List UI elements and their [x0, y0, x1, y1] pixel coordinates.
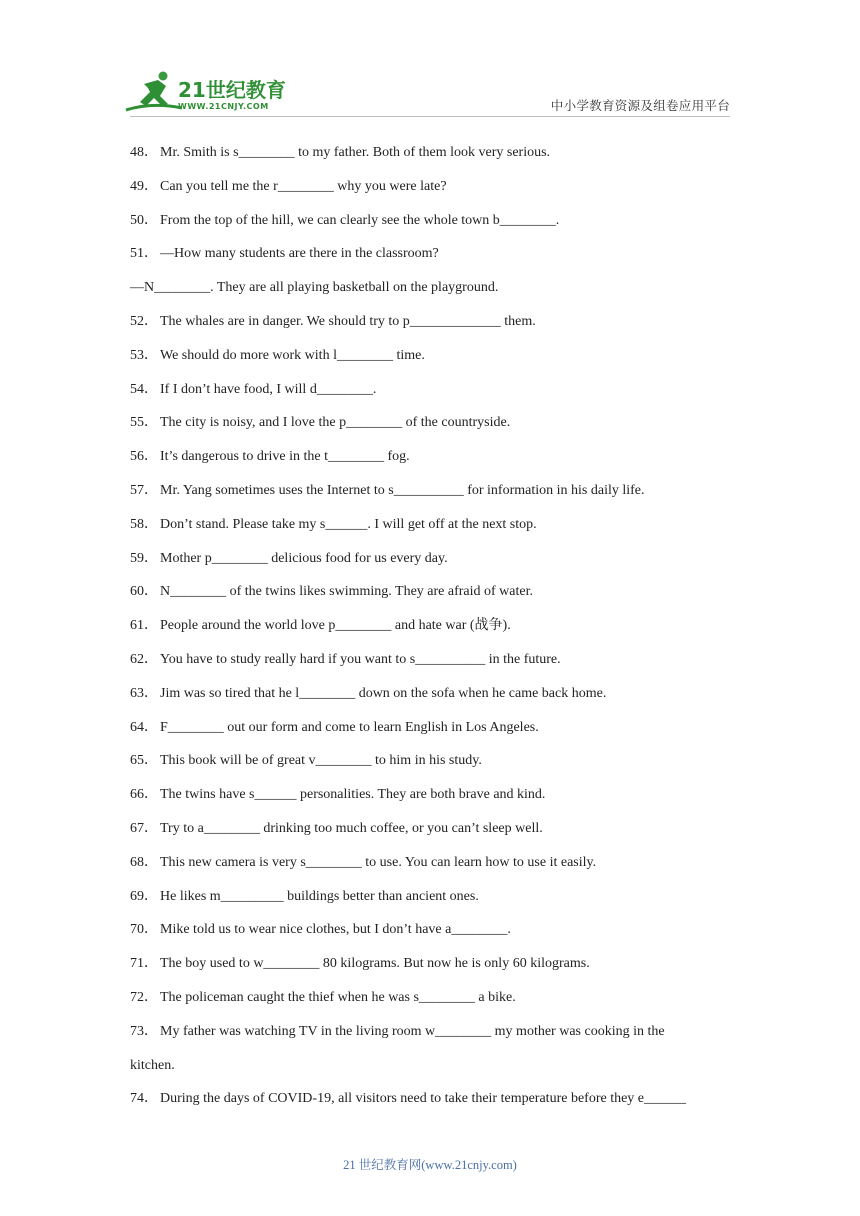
question-number: 66．	[130, 787, 158, 803]
question-text: The boy used to w________ 80 kilograms. But now he is only 60 kilograms.	[160, 956, 590, 972]
question-text: My father was watching TV in the living room w________ my mother was cooking in the	[160, 1023, 665, 1039]
question-item	[130, 170, 740, 204]
question-number: 63．	[130, 685, 158, 701]
question-text: The policeman caught the thief when he was s________ a bike.	[160, 989, 516, 1005]
question-text: Mr. Smith is s________ to my father. Both of them look very serious.	[160, 145, 551, 160]
question-number: 62．	[130, 651, 158, 667]
question-text: It’s dangerous to drive in the t________ fog.	[160, 449, 410, 465]
question-item	[130, 237, 740, 271]
question-text: Mike told us to wear nice clothes, but I don’t have a________.	[160, 922, 511, 938]
question-number: 69．	[130, 888, 158, 904]
question-number: 59．	[130, 550, 158, 566]
question-item	[130, 846, 740, 880]
question-number: 68．	[130, 854, 158, 870]
question-text: F________ out our form and come to learn English in Los Angeles.	[160, 719, 539, 735]
logo-runner-body-icon	[140, 80, 168, 106]
logo-graphic	[122, 68, 292, 116]
question-number: 60．	[130, 584, 158, 600]
question-number: 67．	[130, 820, 158, 836]
question-list	[130, 136, 740, 1116]
question-text: Mother p________ delicious food for us every day.	[160, 550, 448, 566]
question-number: 74．	[130, 1091, 158, 1107]
question-item	[130, 575, 740, 609]
question-item	[130, 880, 740, 914]
question-text: Don’t stand. Please take my s______. I will get off at the next stop.	[160, 516, 537, 532]
question-text: This new camera is very s________ to use. You can learn how to use it easily.	[160, 854, 597, 870]
question-text: During the days of COVID-19, all visitors need to take their temperature before they e______	[160, 1091, 687, 1107]
question-number: 70．	[130, 922, 158, 938]
question-number: 73．	[130, 1023, 158, 1039]
question-item	[130, 271, 740, 305]
logo-text: 21世纪教育	[178, 78, 286, 102]
logo-runner-head-icon	[159, 72, 168, 81]
question-number: 65．	[130, 753, 158, 769]
question-text: —How many students are there in the classroom?	[160, 246, 439, 262]
question-text: Can you tell me the r________ why you were late?	[160, 178, 447, 194]
question-item	[130, 609, 740, 643]
question-item	[130, 305, 740, 339]
question-item	[130, 947, 740, 981]
question-item	[130, 1082, 740, 1116]
footer-text: 21 世纪教育网(www.21cnjy.com)	[343, 1158, 517, 1172]
question-item	[130, 204, 740, 238]
question-number: 61．	[130, 618, 158, 634]
question-item	[130, 373, 740, 407]
question-number: 57．	[130, 482, 158, 498]
logo-swoosh-icon	[126, 105, 182, 110]
question-item	[130, 1015, 740, 1049]
question-item	[130, 981, 740, 1015]
question-text: From the top of the hill, we can clearly see the whole town b________.	[160, 212, 560, 228]
question-text: He likes m_________ buildings better than ancient ones.	[160, 888, 479, 904]
question-text: The whales are in danger. We should try to p_____________ them.	[160, 313, 536, 329]
question-number: 52．	[130, 313, 158, 329]
question-number: 50．	[130, 212, 158, 228]
question-text: kitchen.	[130, 1057, 175, 1073]
question-item	[130, 744, 740, 778]
question-item	[130, 812, 740, 846]
question-text: Try to a________ drinking too much coffee, or you can’t sleep well.	[160, 820, 543, 836]
question-text: Jim was so tired that he l________ down on the sofa when he came back home.	[160, 685, 607, 701]
question-item	[130, 508, 740, 542]
logo-subtext: WWW.21CNJY.COM	[178, 102, 269, 111]
question-number: 55．	[130, 415, 158, 431]
question-text: —N________. They are all playing basketball on the playground.	[130, 280, 499, 296]
brand-logo	[122, 68, 292, 116]
question-item	[130, 778, 740, 812]
question-text: N________ of the twins likes swimming. They are afraid of water.	[160, 584, 533, 600]
question-item	[130, 913, 740, 947]
question-number: 48．	[130, 145, 158, 160]
question-item	[130, 136, 740, 170]
question-item	[130, 440, 740, 474]
question-number: 53．	[130, 347, 158, 363]
platform-name: 中小学教育资源及组卷应用平台	[550, 98, 730, 113]
question-number: 72．	[130, 989, 158, 1005]
question-text: Mr. Yang sometimes uses the Internet to s__________ for information in his daily life.	[160, 482, 645, 498]
question-number: 51．	[130, 246, 158, 262]
question-text: The twins have s______ personalities. They are both brave and kind.	[160, 787, 546, 803]
question-number: 49．	[130, 178, 158, 194]
question-item	[130, 711, 740, 745]
question-number: 64．	[130, 719, 158, 735]
question-number: 56．	[130, 449, 158, 465]
question-item	[130, 474, 740, 508]
question-item	[130, 339, 740, 373]
question-text: If I don’t have food, I will d________.	[160, 381, 377, 397]
question-item	[130, 542, 740, 576]
header-divider	[130, 116, 730, 117]
question-text: This book will be of great v________ to him in his study.	[160, 753, 482, 769]
question-item	[130, 1049, 740, 1083]
question-text: You have to study really hard if you want to s__________ in the future.	[160, 651, 561, 667]
question-item	[130, 643, 740, 677]
question-text: The city is noisy, and I love the p________ of the countryside.	[160, 415, 511, 431]
question-number: 71．	[130, 956, 158, 972]
question-text: People around the world love p________ and hate war (战争).	[160, 618, 511, 634]
question-item	[130, 677, 740, 711]
question-number: 58．	[130, 516, 158, 532]
question-item	[130, 406, 740, 440]
question-number: 54．	[130, 381, 158, 397]
question-text: We should do more work with l________ time.	[160, 347, 425, 363]
